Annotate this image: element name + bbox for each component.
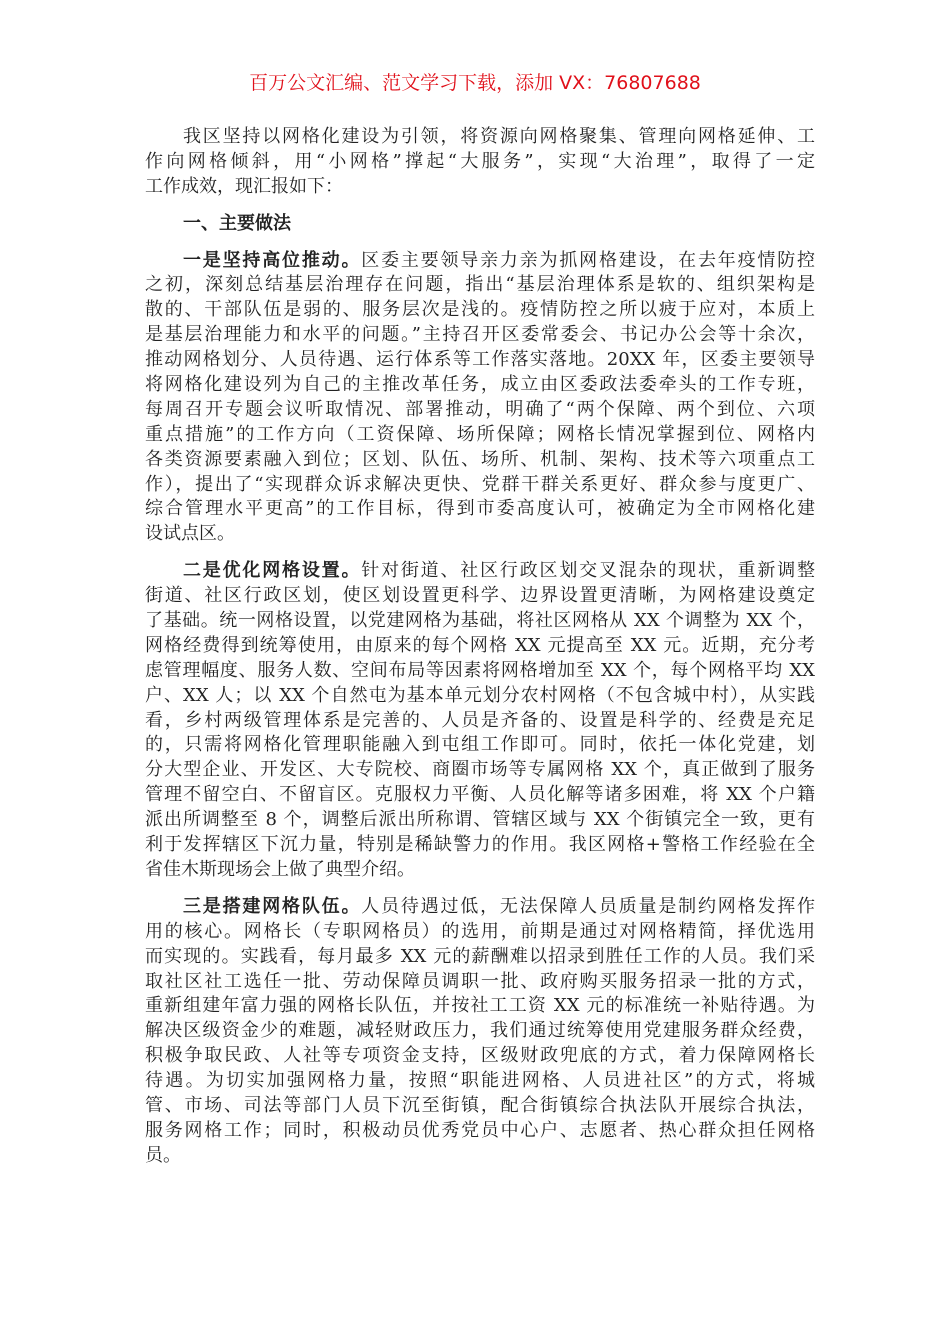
- paragraph-text: 针对街道、社区行政区划交叉混杂的现状，重新调整: [361, 560, 816, 582]
- text-line: 员。: [145, 1144, 181, 1166]
- text-line: 服务网格工作；同时，积极动员优秀党员中心户、志愿者、热心群众担任网格: [145, 1119, 815, 1141]
- text-line: 用的核心。网格长（专职网格员）的选用，前期是通过对网格精简，择优选用: [145, 920, 815, 942]
- text-line: 省佳木斯现场会上做了典型介绍。: [145, 858, 415, 880]
- text-line: 而实现的。实践看，每月最多 XX 元的薪酬难以招录到胜任工作的人员。我们采: [145, 945, 815, 967]
- paragraph-lead: 一是坚持高位推动。: [183, 249, 362, 271]
- paragraph-high-level-promotion: [145, 249, 815, 548]
- text-line: 积极争取民政、人社等专项资金支持，区级财政兜底的方式，着力保障网格长: [145, 1045, 815, 1067]
- text-line: 是基层治理能力和水平的问题。”主持召开区委常委会、书记办公会等十余次，: [145, 324, 815, 346]
- text-line: 之初，深刻总结基层治理存在问题，指出“基层治理体系是软的、组织架构是: [145, 274, 815, 296]
- text-line: 综合管理水平更高”的工作目标，得到市委高度认可，被确定为全市网格化建: [145, 498, 815, 520]
- section-heading: 一、主要做法: [183, 212, 291, 234]
- intro-paragraph: [145, 125, 815, 200]
- text-line: 散的、干部队伍是弱的、服务层次是浅的。疫情防控之所以疲于应对，本质上: [145, 299, 815, 321]
- text-line: 将网格化建设列为自己的主推改革任务，成立由区委政法委牵头的工作专班，: [145, 374, 815, 396]
- text-line: 重点措施”的工作方向（工资保障、场所保障；网格长情况掌握到位、网格内: [145, 423, 815, 445]
- text-line: 推动网格划分、人员待遇、运行体系等工作落实落地。20XX 年，区委主要领导: [145, 349, 815, 371]
- text-line: 虑管理幅度、服务人数、空间布局等因素将网格增加至 XX 个，每个网格平均 XX: [145, 659, 815, 681]
- text-line: 待遇。为切实加强网格力量，按照“职能进网格、人员进社区”的方式，将城: [145, 1070, 815, 1092]
- paragraph-text: 区委主要领导亲力亲为抓网格建设，在去年疫情防控: [361, 249, 816, 271]
- paragraph-optimize-grid-settings: [145, 559, 815, 883]
- text-line: [145, 249, 815, 274]
- text-line: 重新组建年富力强的网格长队伍，并按社工工资 XX 元的标准统一补贴待遇。为: [145, 995, 815, 1017]
- text-line: 每周召开专题会议听取情况、部署推动，明确了“两个保障、两个到位、六项: [145, 398, 815, 420]
- watermark-banner: 百万公文汇编、范文学习下载，添加 VX：76807688: [249, 72, 701, 94]
- text-line: 作向网格倾斜，用“小网格”撑起“大服务”，实现“大治理”，取得了一定: [145, 150, 815, 172]
- text-line: 解决区级资金少的难题，减轻财政压力，我们通过统筹使用党建服务群众经费，: [145, 1020, 815, 1042]
- text-line: 工作成效，现汇报如下：: [145, 175, 343, 197]
- text-line: 街道、社区行政区划，使区划设置更科学、边界设置更清晰，为网格建设奠定: [145, 585, 815, 607]
- text-line: 派出所调整至 8 个，调整后派出所称谓、管辖区域与 XX 个街镇完全一致，更有: [145, 809, 815, 831]
- text-line: 我区坚持以网格化建设为引领，将资源向网格聚集、管理向网格延伸、工: [183, 126, 815, 147]
- text-line: 取社区社工选任一批、劳动保障员调职一批、政府购买服务招录一批的方式，: [145, 970, 815, 992]
- text-line: 看，乡村两级管理体系是完善的、人员是齐备的、设置是科学的、经费是充足: [145, 709, 815, 731]
- text-line: [145, 559, 815, 584]
- paragraph-lead: 三是搭建网格队伍。: [183, 895, 362, 917]
- text-line: 了基础。统一网格设置，以党建网格为基础，将社区网格从 XX 个调整为 XX 个，: [145, 610, 815, 632]
- text-line: 的，只需将网格化管理职能融入到屯组工作即可。同时，依托一体化党建，划: [145, 734, 815, 756]
- text-line: 分大型企业、开发区、大专院校、商圈市场等专属网格 XX 个，真正做到了服务: [145, 759, 815, 781]
- paragraph-text: 人员待遇过低，无法保障人员质量是制约网格发挥作: [361, 895, 816, 917]
- text-line: 作），提出了“实现群众诉求解决更快、党群干群关系更好、群众参与度更广、: [145, 473, 815, 495]
- text-line: 各类资源要素融入到位；区划、队伍、场所、机制、架构、技术等六项重点工: [145, 448, 815, 470]
- paragraph-lead: 二是优化网格设置。: [183, 560, 362, 582]
- paragraph-build-grid-team: [145, 895, 815, 1169]
- text-line: 管理不留空白、不留盲区。克服权力平衡、人员化解等诸多困难，将 XX 个户籍: [145, 784, 815, 806]
- text-line: 利于发挥辖区下沉力量，特别是稀缺警力的作用。我区网格+警格工作经验在全: [145, 834, 815, 856]
- text-line: 户、XX 人；以 XX 个自然屯为基本单元划分农村网格（不包含城中村），从实践: [145, 684, 815, 706]
- document-body: [145, 125, 815, 1181]
- text-line: 管、市场、司法等部门人员下沉至街镇，配合街镇综合执法队开展综合执法，: [145, 1094, 815, 1116]
- text-line: [145, 895, 815, 920]
- text-line: 设试点区。: [145, 523, 235, 545]
- text-line: 网格经费得到统筹使用，由原来的每个网格 XX 元提高至 XX 元。近期，充分考: [145, 634, 815, 656]
